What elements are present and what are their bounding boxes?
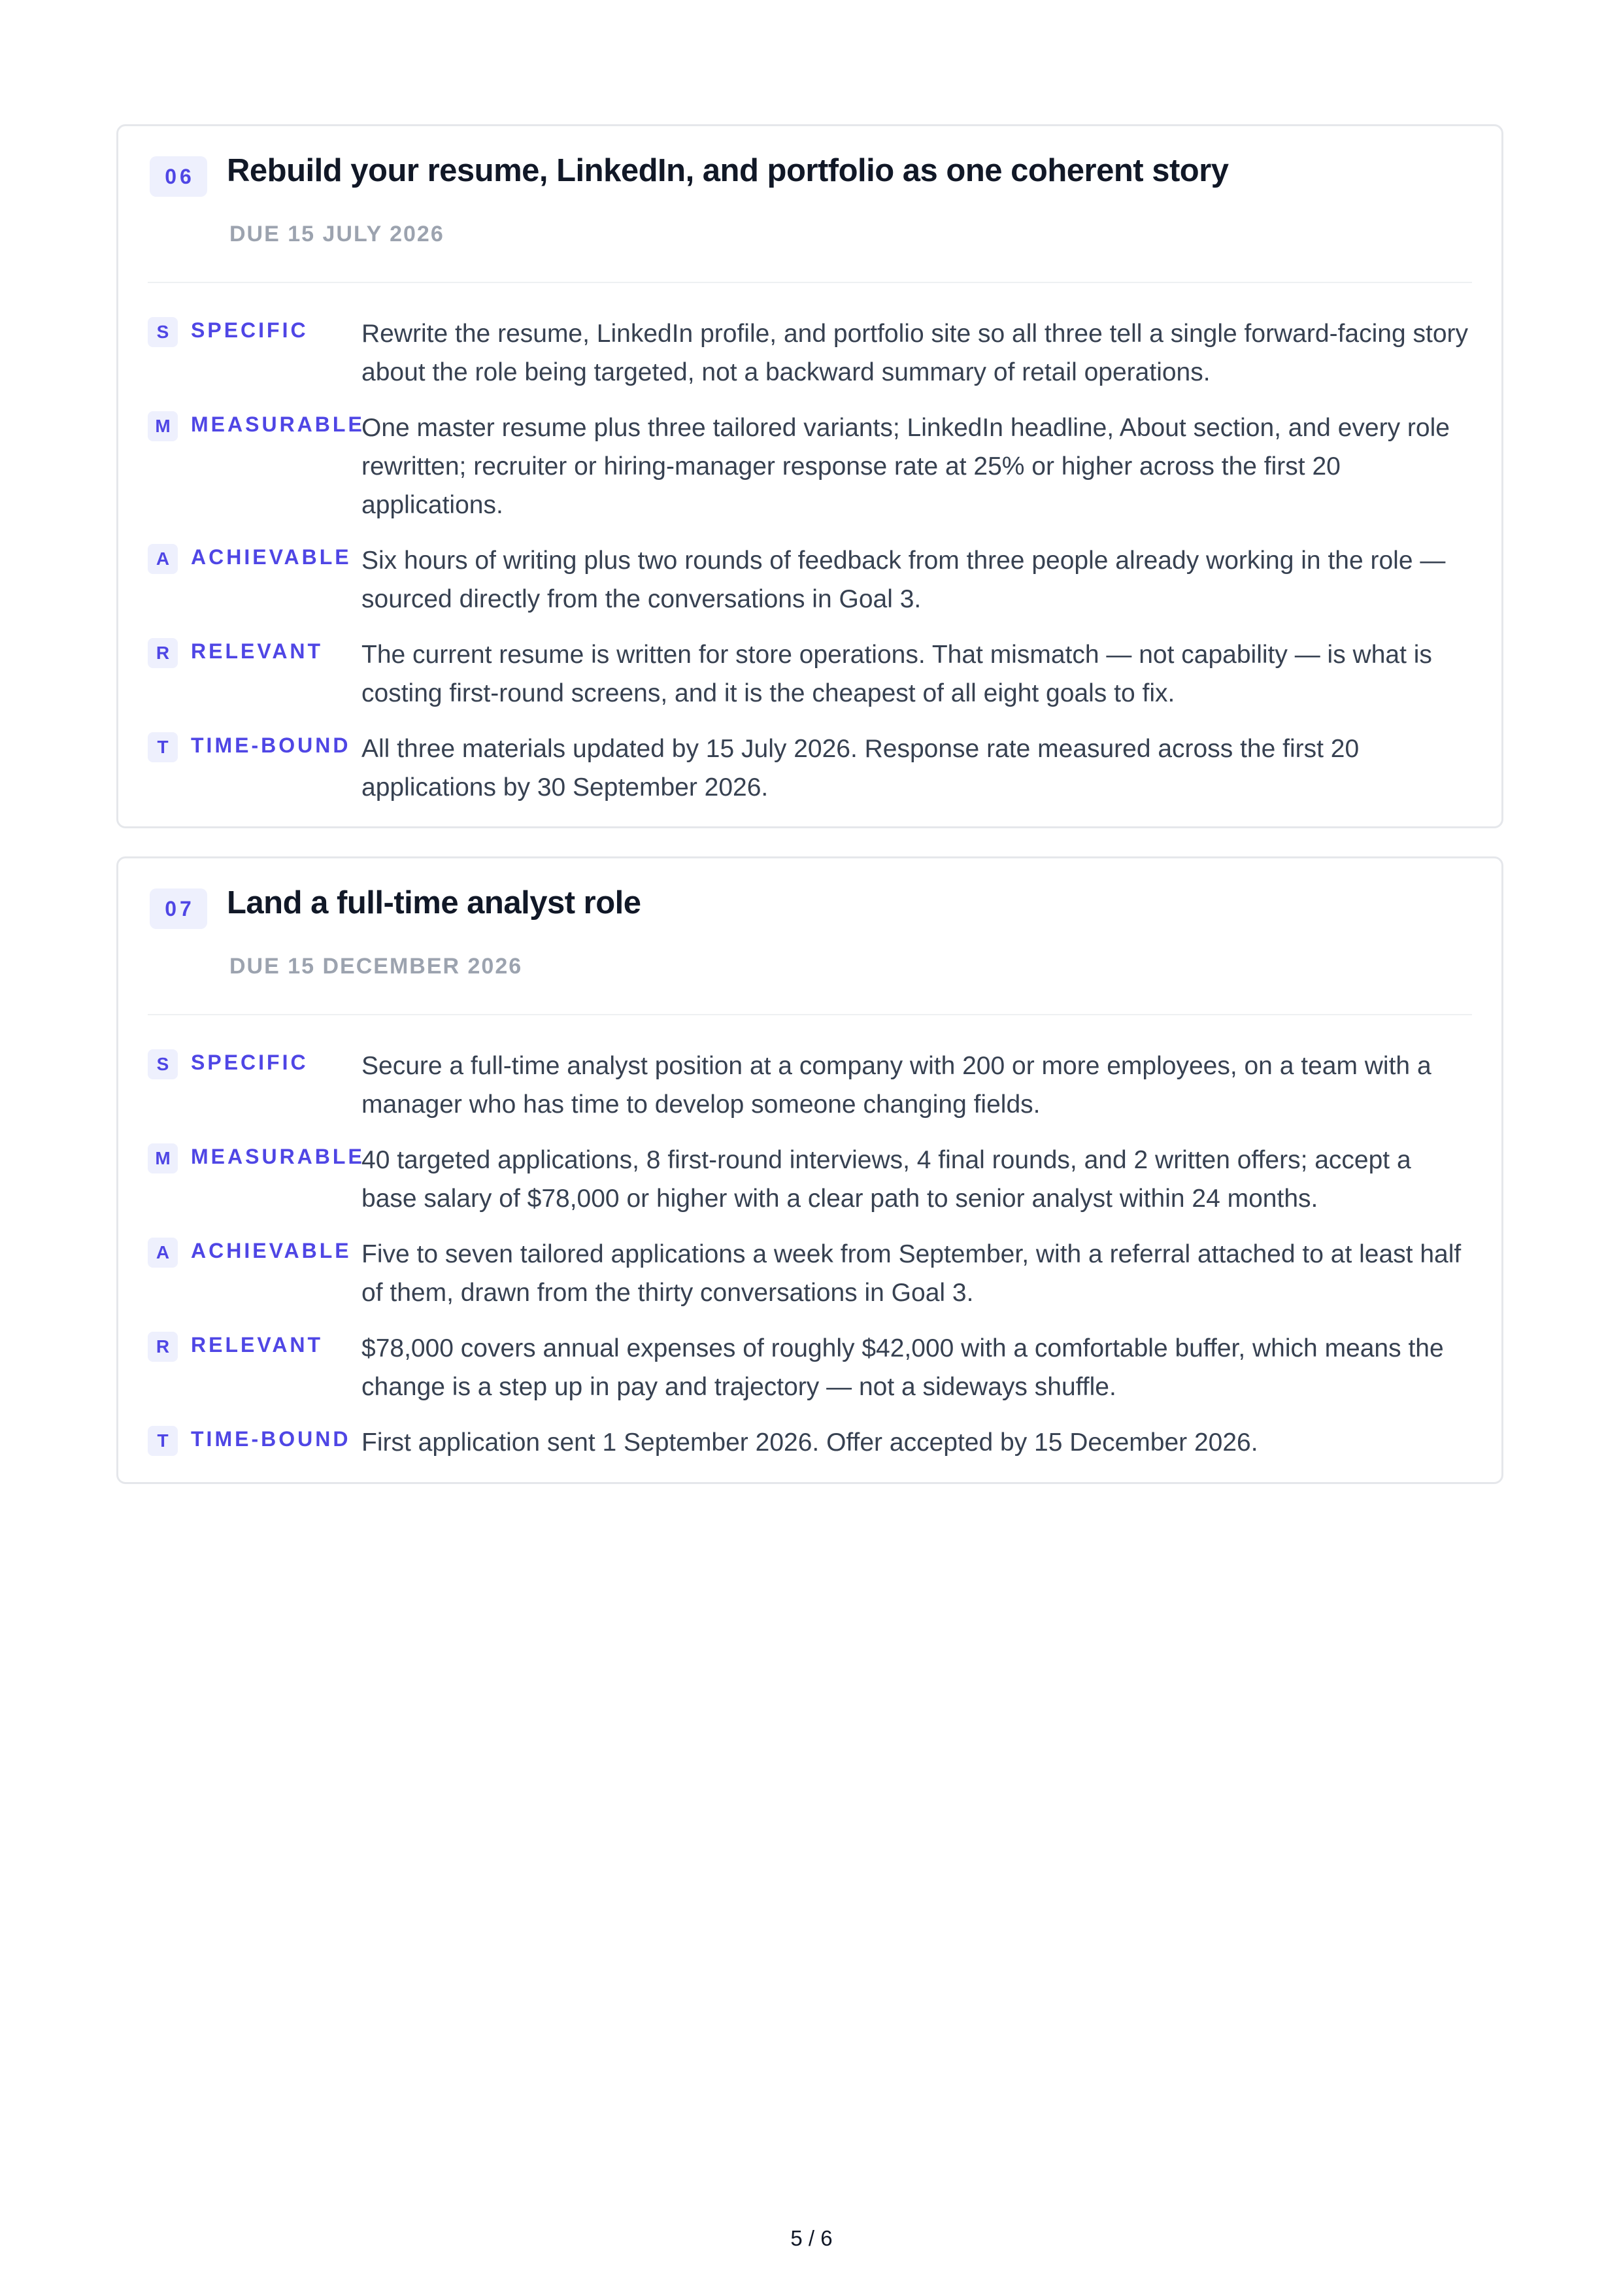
goal-due-date: DUE 15 JULY 2026 bbox=[229, 222, 444, 246]
criterion-text: Six hours of writing plus two rounds of feedback from three people already working in the role — sourced directly from the conversations in Goal 3. bbox=[361, 547, 1446, 613]
criterion-label: ACHIEVABLE bbox=[191, 1239, 352, 1262]
criterion-text: The current resume is written for store operations. That mismatch — not capability — is what is costing first-round screens, and it is the cheapest of all eight goals to fix. bbox=[361, 641, 1432, 707]
criterion-label: SPECIFIC bbox=[191, 318, 309, 342]
smart-row-measurable bbox=[148, 409, 1472, 524]
goal-title: Rebuild your resume, LinkedIn, and portfolio as one coherent story bbox=[227, 153, 1229, 188]
smart-criteria-list bbox=[148, 1047, 1472, 1462]
goal-card-07 bbox=[116, 856, 1503, 1484]
smart-row-achievable bbox=[148, 541, 1472, 618]
page-indicator: 5 / 6 bbox=[790, 2226, 833, 2250]
criterion-label: TIME-BOUND bbox=[191, 734, 351, 757]
criterion-text: Five to seven tailored applications a week from September, with a referral attached to at least half of them, drawn from the thirty conversations in Goal 3. bbox=[361, 1240, 1462, 1307]
criterion-label: TIME-BOUND bbox=[191, 1427, 351, 1451]
criterion-text: 40 targeted applications, 8 first-round interviews, 4 final rounds, and 2 written offers; accept a base salary of $78,000 or higher with a clear path to senior analyst within 24 months. bbox=[361, 1146, 1411, 1213]
goal-due-date: DUE 15 DECEMBER 2026 bbox=[229, 954, 523, 979]
smart-criteria-list bbox=[148, 314, 1472, 807]
criterion-letter-badge: R bbox=[148, 638, 178, 668]
criterion-letter-badge: S bbox=[148, 1049, 178, 1079]
smart-row-relevant bbox=[148, 635, 1472, 713]
criterion-label: MEASURABLE bbox=[191, 1145, 365, 1168]
criterion-label: ACHIEVABLE bbox=[191, 545, 352, 569]
criterion-label: MEASURABLE bbox=[191, 413, 365, 436]
criterion-letter-badge: R bbox=[148, 1332, 178, 1362]
criterion-text: One master resume plus three tailored variants; LinkedIn headline, About section, and every role rewritten; recruiter or hiring-manager response rate at 25% or higher across the first 20 applications. bbox=[361, 414, 1450, 519]
criterion-text: Rewrite the resume, LinkedIn profile, and portfolio site so all three tell a single forward-facing story about the role being targeted, not a backward summary of retail operations. bbox=[361, 320, 1468, 386]
smart-row-achievable bbox=[148, 1235, 1472, 1312]
criterion-letter-badge: M bbox=[148, 1143, 178, 1173]
criterion-text: $78,000 covers annual expenses of roughly $42,000 with a comfortable buffer, which means the change is a step up in pay and trajectory — not a sideways shuffle. bbox=[361, 1334, 1444, 1401]
criterion-letter-badge: A bbox=[148, 544, 178, 574]
criterion-label: RELEVANT bbox=[191, 1333, 324, 1357]
divider bbox=[148, 1014, 1472, 1015]
goal-title: Land a full-time analyst role bbox=[227, 885, 641, 920]
criterion-letter-badge: A bbox=[148, 1238, 178, 1268]
criterion-text: First application sent 1 September 2026. Offer accepted by 15 December 2026. bbox=[361, 1428, 1258, 1457]
smart-row-relevant bbox=[148, 1329, 1472, 1406]
criterion-letter-badge: M bbox=[148, 411, 178, 441]
criterion-text: All three materials updated by 15 July 2026. Response rate measured across the first 20 applications by 30 September 2026. bbox=[361, 735, 1360, 802]
smart-row-specific bbox=[148, 314, 1472, 392]
criterion-letter-badge: S bbox=[148, 317, 178, 347]
criterion-label: RELEVANT bbox=[191, 639, 324, 663]
criterion-text: Secure a full-time analyst position at a company with 200 or more employees, on a team with a manager who has time to develop someone changing fields. bbox=[361, 1052, 1431, 1119]
criterion-label: SPECIFIC bbox=[191, 1051, 309, 1074]
goal-number-badge: 07 bbox=[150, 888, 207, 929]
smart-row-time-bound bbox=[148, 1423, 1472, 1462]
smart-row-measurable bbox=[148, 1141, 1472, 1218]
smart-row-specific bbox=[148, 1047, 1472, 1124]
criterion-letter-badge: T bbox=[148, 1426, 178, 1456]
goal-card-06 bbox=[116, 124, 1503, 828]
criterion-letter-badge: T bbox=[148, 732, 178, 762]
goal-number-badge: 06 bbox=[150, 156, 207, 197]
divider bbox=[148, 282, 1472, 283]
smart-row-time-bound bbox=[148, 730, 1472, 807]
